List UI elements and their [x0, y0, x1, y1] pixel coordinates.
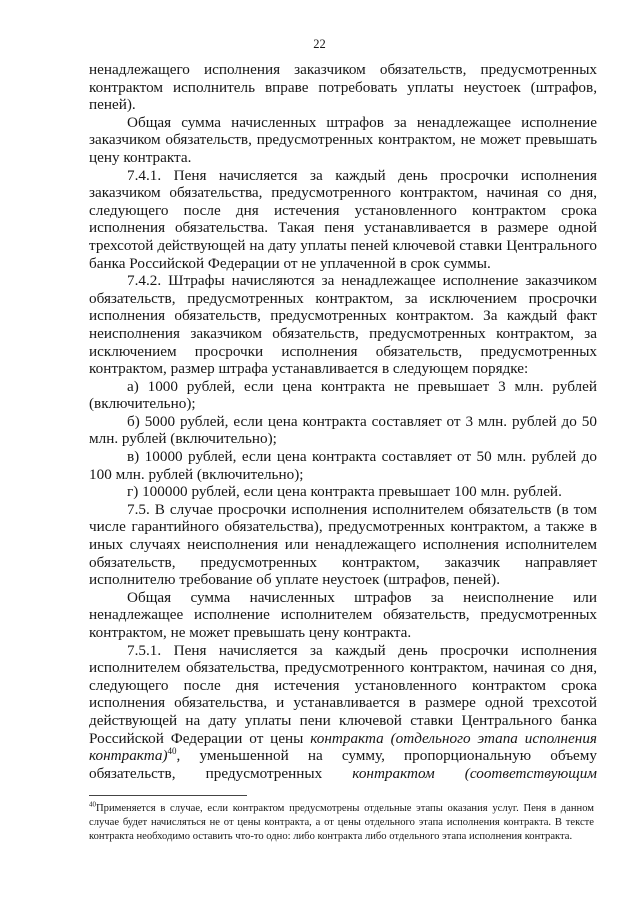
- paragraph-customer-fines-cap: Общая сумма начисленных штрафов за ненадлежащее исполнение заказчиком обязательств, предусмотренных контрактом, не может превышать цену контракта.: [89, 113, 597, 166]
- paragraph-7-4-2: 7.4.2. Штрафы начисляются за ненадлежащее исполнение заказчиком обязательств, предусмотренных контрактом, за исключением просрочки исполнения обязательств, предусмотренных контрактом. За каждый факт неисполнения заказчиком обязательств, предусмотренных контрактом, за исключением просрочки исполнения обязательств, предусмотренных контрактом, размер штрафа устанавливается в следующем порядке:: [89, 272, 597, 378]
- footnote-number: 40: [89, 800, 96, 809]
- list-item-b: б) 5000 рублей, если цена контракта составляет от 3 млн. рублей до 50 млн. рублей (включительно);: [89, 412, 597, 448]
- paragraph-7-4-1: 7.4.1. Пеня начисляется за каждый день просрочки исполнения заказчиком обязательства, предусмотренного контрактом, начиная со дня, следующего после дня истечения установленного контрактом срока исполнения обязательства. Такая пеня устанавливается в размере одной трехсотой действующей на дату уплаты пеней ключевой ставки Центрального банка Российской Федерации от не уплаченной в срок суммы.: [89, 166, 597, 272]
- footnote: [89, 802, 594, 844]
- paragraph-7-5-1-text-start: 7.5.1. Пеня начисляется за каждый день просрочки исполнения исполнителем обязательства, предусмотренного контрактом, начиная со дня, следующего после дня истечения установленного контрактом срока исполнения обязательства, и устанавливается в размере одной трехсотой действующей на дату уплаты пени ключевой ставки Центрального банка Российской Федерации от цены: [89, 641, 597, 747]
- list-item-v: в) 10000 рублей, если цена контракта составляет от 50 млн. рублей до 100 млн. рублей (включительно);: [89, 448, 597, 483]
- paragraph-penalty-claim: ненадлежащего исполнения заказчиком обязательств, предусмотренных контрактом исполнитель вправе потребовать уплаты неустоек (штрафов, пеней).: [89, 61, 597, 114]
- footnote-reference[interactable]: 40: [167, 746, 177, 757]
- paragraph-7-5: 7.5. В случае просрочки исполнения исполнителем обязательств (в том числе гарантийного обязательства), предусмотренных контрактом, а также в иных случаях неисполнения или ненадлежащего исполнения исполнителем обязательств, предусмотренных контрактом, заказчик направляет исполнителю требование об уплате неустоек (штрафов, пеней).: [89, 500, 597, 589]
- footnote-separator: [89, 795, 247, 796]
- page-number: 22: [313, 37, 326, 51]
- document-body: [89, 61, 597, 782]
- paragraph-7-5-1: [89, 642, 597, 783]
- footnote-text: Применяется в случае, если контрактом предусмотрены отдельные этапы оказания услуг. Пеня в данном случае будет начисляться не от цены контракта, а от цены отдельного этапа исполнения контракта. В тексте контракта необходимо оставить что-то одно: либо контракта либо отдельного этапа исполнения контракта.: [89, 803, 594, 842]
- list-item-a: а) 1000 рублей, если цена контракта не превышает 3 млн. рублей (включительно);: [89, 377, 597, 413]
- paragraph-7-5-1-italic-stage: контракта (отдельного этапа исполнения контракта): [89, 729, 597, 765]
- paragraph-7-5-1-italic-contract: контрактом (соответствующим: [352, 764, 597, 782]
- paragraph-contractor-fines-cap: Общая сумма начисленных штрафов за неисполнение или ненадлежащее исполнение исполнителем обязательств, предусмотренных контрактом, не может превышать цену контракта.: [89, 588, 597, 641]
- paragraph-7-5-1-text-middle: , уменьшенной на сумму, пропорциональную объему обязательств, предусмотренных: [89, 747, 597, 782]
- list-item-g: г) 100000 рублей, если цена контракта превышает 100 млн. рублей.: [127, 483, 562, 501]
